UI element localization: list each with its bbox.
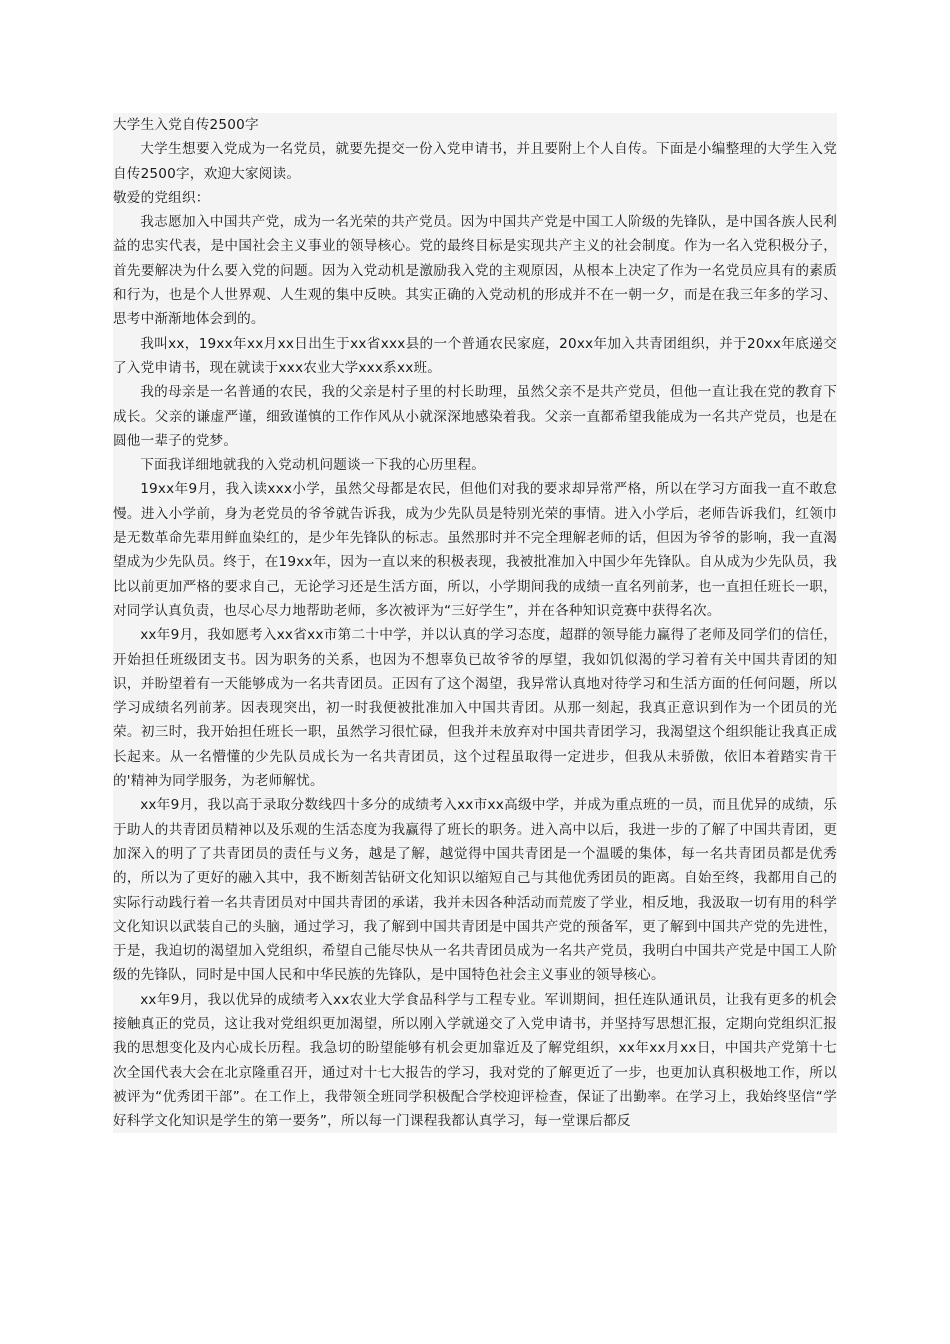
salutation: 敬爱的党组织：: [113, 189, 210, 206]
body-paragraph: 我的母亲是一名普通的农民，我的父亲是村子里的村长助理，虽然父亲不是共产党员，但他一直让我在党的教育下成长。父亲的谦虚严谨，细致谨慎的工作作风从小就深深地感染着我。父亲一直都希望我能成为一名共产党员，也是在圆他一辈子的党梦。: [113, 384, 837, 449]
body-paragraph: xx年9月，我如愿考入xx省xx市第二十中学，并以认真的学习态度，超群的领导能力赢得了老师及同学们的信任，开始担任班级团支书。因为职务的关系，也因为不想辜负已故爷爷的厚望，我如饥似渴的学习着有关中国共青团的知识，并盼望着有一天能够成为一名共青团员。正因有了这个渴望，我异常认真地对待学习和生活方面的任何问题，所以学习成绩名列前茅。因表现突出，初一时我便被批准加入中国共青团。从那一刻起，我真正意识到作为一个团员的光荣。初三时，我开始担任班长一职，虽然学习很忙碌，但我并未放弃对中国共青团学习，我渴望这个组织能让我真正成长起来。从一名懵懂的少先队员成长为一名共青团员，这个过程虽取得一定进步，但我从未骄傲，依旧本着踏实肯干的'精神为同学服务，为老师解忧。: [113, 627, 837, 790]
document-body: [113, 113, 837, 1133]
intro-paragraph: 大学生想要入党成为一名党员，就要先提交一份入党申请书，并且要附上个人自传。下面是小编整理的大学生入党自传2500字，欢迎大家阅读。: [113, 141, 837, 182]
body-paragraph: xx年9月，我以高于录取分数线四十多分的成绩考入xx市xx高级中学，并成为重点班的一员，而且优异的成绩，乐于助人的共青团员精神以及乐观的生活态度为我赢得了班长的职务。进入高中以后，我进一步的了解了中国共青团，更加深入的明了了共青团员的责任与义务，越是了解，越觉得中国共青团是一个温暖的集体，每一名共青团员都是优秀的，所以为了更好的融入其中，我不断刻苦钻研文化知识以缩短自己与其他优秀团员的距离。自始至终，我都用自己的实际行动践行着一名共青团员对中国共青团的承诺，我并未因各种活动而荒废了学业，相反地，我汲取一切有用的科学文化知识以武装自己的头脑，通过学习，我了解到中国共青团是中国共产党的预备军，更了解到中国共产党的先进性，于是，我迫切的渴望加入党组织，希望自己能尽快从一名共青团员成为一名共产党员，我明白中国共产党是中国工人阶级的先锋队，同时是中国人民和中华民族的先锋队，是中国特色社会主义事业的领导核心。: [113, 797, 837, 984]
body-paragraph: xx年9月，我以优异的成绩考入xx农业大学食品科学与工程专业。军训期间，担任连队通讯员，让我有更多的机会接触真正的党员，这让我对党组织更加渴望，所以刚入学就递交了入党申请书，并坚持写思想汇报，定期向党组织汇报我的思想变化及内心成长历程。我急切的盼望能够有机会更加靠近及了解党组织，xx年xx月xx日，中国共产党第十七次全国代表大会在北京隆重召开，通过对十七大报告的学习，我对党的了解更近了一步，也更加认真积极地工作，所以被评为“优秀团干部”。在工作上，我带领全班同学积极配合学校迎评检查，保证了出勤率。在学习上，我始终坚信“学好科学文化知识是学生的第一要务”，所以每一门课程我都认真学习，每一堂课后都反: [113, 991, 837, 1130]
body-paragraph: 下面我详细地就我的入党动机问题谈一下我的心历里程。: [140, 457, 486, 474]
body-paragraph: 我志愿加入中国共产党，成为一名光荣的共产党员。因为中国共产党是中国工人阶级的先锋队，是中国各族人民利益的忠实代表，是中国社会主义事业的领导核心。党的最终目标是实现共产主义的社会制度。作为一名入党积极分子，首先要解决为什么要入党的问题。因为入党动机是激励我入党的主观原因，从根本上决定了作为一名党员应具有的素质和行为，也是个人世界观、人生观的集中反映。其实正确的入党动机的形成并不在一朝一夕，而是在我三年多的学习、思考中渐渐地体会到的。: [113, 214, 837, 328]
body-paragraph: 19xx年9月，我入读xxx小学，虽然父母都是农民，但他们对我的要求却异常严格，所以在学习方面我一直不敢怠慢。进入小学前，身为老党员的爷爷就告诉我，成为少先队员是特别光荣的事情。进入小学后，老师告诉我们，红领巾是无数革命先辈用鲜血染红的，是少年先锋队的标志。虽然那时并不完全理解老师的话，但因为爷爷的影响，我一直渴望成为少先队员。终于，在19xx年，因为一直以来的积极表现，我被批准加入中国少年先锋队。自从成为少先队员，我比以前更加严格的要求自己，无论学习还是生活方面，所以，小学期间我的成绩一直名列前茅，也一直担任班长一职，对同学认真负责，也尽心尽力地帮助老师，多次被评为“三好学生”，并在各种知识竞赛中获得名次。: [113, 481, 837, 619]
document-title: 大学生入党自传2500字: [113, 117, 259, 133]
body-paragraph: 我叫xx，19xx年xx月xx日出生于xx省xxx县的一个普通农民家庭，20xx年加入共青团组织，并于20xx年底递交了入党申请书，现在就读于xxx农业大学xxx系xx班。: [113, 335, 837, 376]
